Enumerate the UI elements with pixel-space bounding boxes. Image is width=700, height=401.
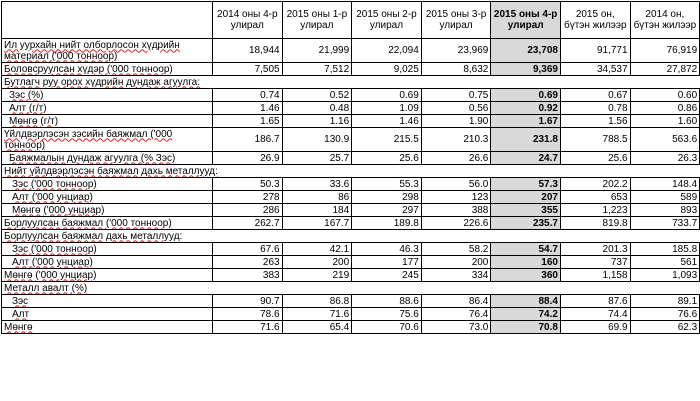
cell-highlighted: 355 [491,204,561,217]
table-row [2,102,700,115]
cell: 130.9 [282,128,352,152]
header-row [2,2,700,39]
cell: 1.09 [352,102,422,115]
table-row [2,115,700,128]
cell: 1.60 [630,115,700,128]
row-label: Борлуулсан баяжмал ('000 тонноор) [2,217,213,230]
cell: 148.4 [630,178,700,191]
cell: 46.3 [352,243,422,256]
cell: 1.46 [213,102,283,115]
cell: 210.3 [421,128,491,152]
cell: 263 [213,256,283,269]
cell-highlighted: 88.4 [491,295,561,308]
cell: 86 [282,191,352,204]
cell: 27,872 [630,63,700,76]
cell: 90.7 [213,295,283,308]
cell: 0.52 [282,89,352,102]
cell: 184 [282,204,352,217]
cell: 278 [213,191,283,204]
cell: 733.7 [630,217,700,230]
cell: 388 [421,204,491,217]
row-label: Мөнгө [2,321,213,334]
cell: 0.48 [282,102,352,115]
cell: 50.3 [213,178,283,191]
section-row [2,230,700,243]
cell: 73.0 [421,321,491,334]
cell: 383 [213,269,283,282]
cell-highlighted: 0.92 [491,102,561,115]
column-header: 2015 он, бүтэн жилээр [560,2,630,39]
table-row [2,269,700,282]
cell: 76,919 [630,39,700,63]
cell: 245 [352,269,422,282]
cell: 202.2 [560,178,630,191]
table-row [2,217,700,230]
cell-highlighted: 74.2 [491,308,561,321]
cell: 21,999 [282,39,352,63]
table-row [2,321,700,334]
cell: 23,969 [421,39,491,63]
cell: 33.6 [282,178,352,191]
cell: 0.56 [421,102,491,115]
cell: 186.7 [213,128,283,152]
cell-highlighted: 24.7 [491,152,561,165]
cell: 0.86 [630,102,700,115]
cell: 70.6 [352,321,422,334]
column-header: 2014 он, бүтэн жилээр [630,2,700,39]
cell: 67.6 [213,243,283,256]
cell-highlighted: 54.7 [491,243,561,256]
cell: 56.0 [421,178,491,191]
cell: 1.46 [352,115,422,128]
cell: 1.56 [560,115,630,128]
cell: 1,093 [630,269,700,282]
cell: 653 [560,191,630,204]
cell: 8,632 [421,63,491,76]
cell: 71.6 [213,321,283,334]
cell: 89.1 [630,295,700,308]
cell-highlighted: 70.8 [491,321,561,334]
row-label: Баяжмалын дундаж агуулга (% Зэс) [2,152,213,165]
section-row [2,165,700,178]
cell: 7,505 [213,63,283,76]
cell: 62.3 [630,321,700,334]
section-label: Металл авалт (%) [2,282,700,295]
table-row [2,128,700,152]
cell: 200 [421,256,491,269]
cell-highlighted: 57.3 [491,178,561,191]
cell: 76.6 [630,308,700,321]
cell: 0.67 [560,89,630,102]
cell: 561 [630,256,700,269]
table-row [2,89,700,102]
table-row [2,63,700,76]
cell: 65.4 [282,321,352,334]
cell-highlighted: 360 [491,269,561,282]
cell: 91,771 [560,39,630,63]
header-corner [2,2,213,39]
cell: 0.60 [630,89,700,102]
cell: 0.75 [421,89,491,102]
cell: 0.69 [352,89,422,102]
cell: 86.8 [282,295,352,308]
cell: 71.6 [282,308,352,321]
cell: 22,094 [352,39,422,63]
cell-highlighted: 9,369 [491,63,561,76]
table-row [2,243,700,256]
cell: 201.3 [560,243,630,256]
cell: 7,512 [282,63,352,76]
table-row [2,295,700,308]
cell: 563.6 [630,128,700,152]
cell: 189.8 [352,217,422,230]
cell: 819.8 [560,217,630,230]
cell: 262.7 [213,217,283,230]
cell: 58.2 [421,243,491,256]
section-row [2,76,700,89]
row-label: Алт ('000 унциар) [2,191,213,204]
cell: 18,944 [213,39,283,63]
section-label: Нийт үйлдвэрлэсэн баяжмал дахь металлууд: [2,165,700,178]
cell: 75.6 [352,308,422,321]
row-label: Зэс ('000 тонноор) [2,243,213,256]
cell: 88.6 [352,295,422,308]
cell: 167.7 [282,217,352,230]
cell: 1.16 [282,115,352,128]
column-header-highlighted: 2015 оны 4-р улирал [491,2,561,39]
cell: 123 [421,191,491,204]
cell-highlighted: 160 [491,256,561,269]
cell: 226.6 [421,217,491,230]
column-header: 2015 оны 1-р улирал [282,2,352,39]
cell: 69.9 [560,321,630,334]
table-row [2,204,700,217]
cell: 0.74 [213,89,283,102]
table-row [2,308,700,321]
cell: 78.6 [213,308,283,321]
table-row [2,191,700,204]
cell: 26.3 [630,152,700,165]
cell: 893 [630,204,700,217]
cell: 55.3 [352,178,422,191]
production-table [1,1,700,334]
column-header: 2014 оны 4-р улирал [213,2,283,39]
cell: 42.1 [282,243,352,256]
row-label: Алт ('000 унциар) [2,256,213,269]
table-row [2,256,700,269]
column-header: 2015 оны 3-р улирал [421,2,491,39]
cell-highlighted: 1.67 [491,115,561,128]
cell: 26.9 [213,152,283,165]
row-label: Зэс ('000 тонноор) [2,178,213,191]
cell-highlighted: 207 [491,191,561,204]
cell: 200 [282,256,352,269]
cell: 589 [630,191,700,204]
cell: 185.8 [630,243,700,256]
cell-highlighted: 23,708 [491,39,561,63]
row-label: Мөнгө (г/т) [2,115,213,128]
cell: 215.5 [352,128,422,152]
row-label: Боловсруулсан хүдэр ('000 тонноор) [2,63,213,76]
row-label: Мөнгө ('000 унциар) [2,269,213,282]
cell: 298 [352,191,422,204]
table-row [2,178,700,191]
row-label: Мөнгө ('000 унциар) [2,204,213,217]
cell: 177 [352,256,422,269]
row-label: Зэс (%) [2,89,213,102]
cell: 86.4 [421,295,491,308]
cell: 76.4 [421,308,491,321]
cell: 25.6 [560,152,630,165]
section-row [2,282,700,295]
cell: 26.6 [421,152,491,165]
cell: 286 [213,204,283,217]
cell: 1.90 [421,115,491,128]
section-label: Бутлагч руу орох хүдрийн дундаж агуулга: [2,76,700,89]
cell: 737 [560,256,630,269]
cell: 334 [421,269,491,282]
cell: 788.5 [560,128,630,152]
cell: 87.6 [560,295,630,308]
cell: 1,223 [560,204,630,217]
section-label: Борлуулсан баяжмал дахь металлууд: [2,230,700,243]
column-header: 2015 оны 2-р улирал [352,2,422,39]
cell-highlighted: 231.8 [491,128,561,152]
table-row [2,152,700,165]
row-label: Алт (г/т) [2,102,213,115]
cell: 297 [352,204,422,217]
row-label: Ил уурхайн нийт олборлосон хүдрийн материал ('000 тонноор) [2,39,213,63]
cell: 1.65 [213,115,283,128]
cell: 0.78 [560,102,630,115]
cell: 25.7 [282,152,352,165]
cell: 1,158 [560,269,630,282]
cell: 74.4 [560,308,630,321]
cell: 219 [282,269,352,282]
row-label: Алт [2,308,213,321]
cell: 25.6 [352,152,422,165]
cell-highlighted: 235.7 [491,217,561,230]
cell: 9,025 [352,63,422,76]
row-label: Үйлдвэрлэсэн зэсийн баяжмал ('000 тонноор) [2,128,213,152]
cell: 34,537 [560,63,630,76]
table-row [2,39,700,63]
row-label: Зэс [2,295,213,308]
cell-highlighted: 0.69 [491,89,561,102]
